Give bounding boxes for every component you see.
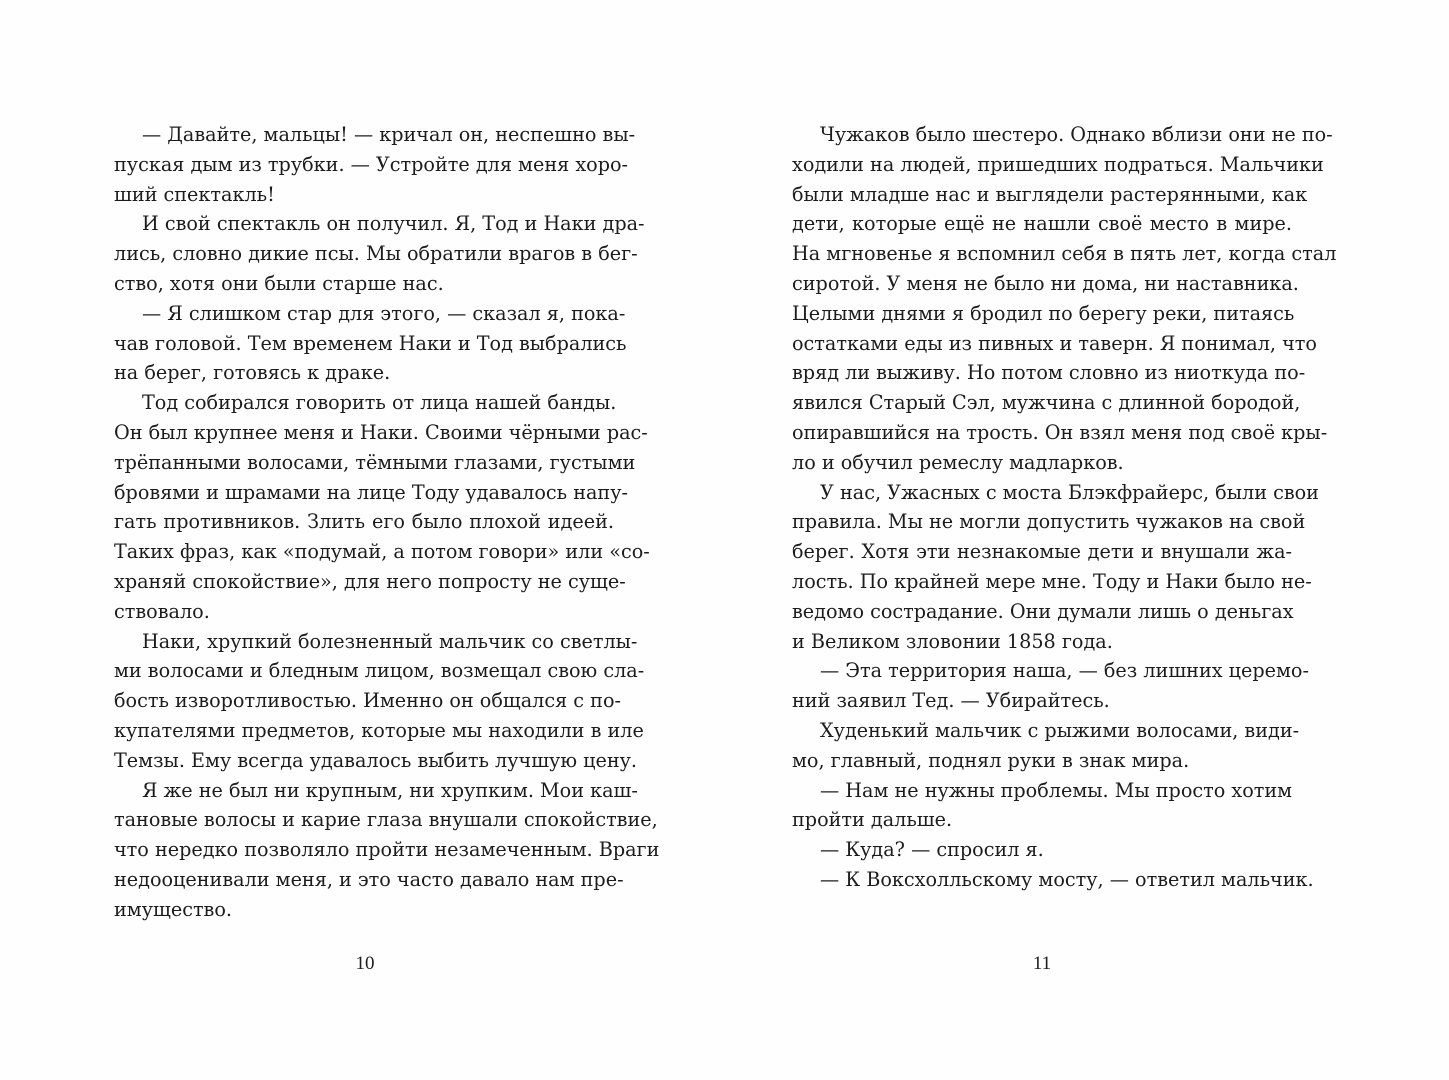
text-line: ведомо сострадание. Они думали лишь о деньгах <box>792 599 1294 623</box>
text-line: и Великом зловонии 1858 года. <box>792 629 1113 653</box>
text-line: на берег, готовясь к драке. <box>114 361 391 385</box>
text-line: вряд ли выживу. Но потом словно из ниоткуда по- <box>792 361 1306 385</box>
text-line: что нередко позволяло пройти незамеченным. Враги <box>114 838 660 862</box>
text-line: бость изворотливостью. Именно он общался с по- <box>114 689 621 713</box>
text-line: купателями предметов, которые мы находили в иле <box>114 718 644 742</box>
text-line: ство, хотя они были старше нас. <box>114 271 444 295</box>
text-line: У нас, Ужасных с моста Блэкфрайерс, были свои <box>820 480 1319 504</box>
page-number-right: 11 <box>1032 953 1052 974</box>
text-line: Целыми днями я бродил по берегу реки, питаясь <box>792 301 1295 325</box>
text-line: ший спектакль! <box>114 182 275 206</box>
text-line: Чужаков было шестеро. Однако вблизи они не по- <box>820 123 1333 146</box>
text-line: — Нам не нужны проблемы. Мы просто хотим <box>820 778 1293 802</box>
text-line: дети, которые ещё не нашли своё место в мире. <box>792 212 1292 236</box>
text-line: тановые волосы и карие глаза внушали спокойствие, <box>114 808 658 832</box>
page-number-left: 10 <box>355 953 375 974</box>
text-line: Я же не был ни крупным, ни хрупким. Мои каш- <box>142 778 638 802</box>
text-line: чав головой. Тем временем Наки и Тод выбрались <box>114 331 627 355</box>
text-line: ний заявил Тед. — Убирайтесь. <box>792 689 1110 713</box>
text-line: — Я слишком стар для этого, — сказал я, пока- <box>142 301 626 325</box>
text-line: храняй спокойствие», для него попросту не суще- <box>114 569 626 593</box>
text-line: Он был крупнее меня и Наки. Своими чёрными рас- <box>114 420 648 444</box>
text-line: трёпанными волосами, тёмными глазами, густыми <box>114 450 636 474</box>
text-line: — Эта территория наша, — без лишних церемо- <box>820 659 1309 683</box>
text-line: Тод собирался говорить от лица нашей банды. <box>142 391 617 415</box>
text-line: сиротой. У меня не было ни дома, ни наставника. <box>792 271 1299 295</box>
text-line: явился Старый Сэл, мужчина с длинной бородой, <box>792 391 1301 415</box>
text-line: — К Воксхолльскому мосту, — ответил мальчик. <box>820 867 1314 891</box>
text-line: были младше нас и выглядели растерянными, как <box>792 182 1308 206</box>
text-line: ходили на людей, пришедших подраться. Мальчики <box>792 152 1324 176</box>
text-line: — Давайте, мальцы! — кричал он, неспешно вы- <box>142 123 636 146</box>
text-line: лость. По крайней мере мне. Тоду и Наки было не- <box>792 569 1312 593</box>
text-line: бровями и шрамами на лице Тоду удавалось напу- <box>114 480 628 504</box>
text-line: На мгновенье я вспомнил себя в пять лет, когда стал <box>792 242 1337 266</box>
text-line: остатками еды из пивных и таверн. Я понимал, что <box>792 331 1317 355</box>
text-line: И свой спектакль он получил. Я, Тод и Наки дра- <box>142 212 645 236</box>
left-page-text <box>114 120 660 925</box>
text-line: Наки, хрупкий болезненный мальчик со светлы- <box>142 629 638 653</box>
text-line: — Куда? — спросил я. <box>820 838 1044 862</box>
text-line: берег. Хотя эти незнакомые дети и внушали жа- <box>792 540 1292 564</box>
text-line: мо, главный, поднял руки в знак мира. <box>792 748 1190 772</box>
text-line: Худенький мальчик с рыжими волосами, види- <box>820 718 1300 742</box>
text-line: гать противников. Злить его было плохой идеей. <box>114 510 614 534</box>
text-line: недооценивали меня, и это часто давало нам пре- <box>114 867 624 891</box>
text-line: ствовало. <box>114 599 210 623</box>
text-line: правила. Мы не могли допустить чужаков на свой <box>792 510 1306 534</box>
text-line: ло и обучил ремеслу мадларков. <box>792 450 1124 474</box>
text-line: лись, словно дикие псы. Мы обратили врагов в бег- <box>114 242 638 266</box>
right-page-text <box>792 120 1337 895</box>
text-line: пройти дальше. <box>792 808 953 832</box>
text-line: ми волосами и бледным лицом, возмещал свою сла- <box>114 659 645 683</box>
text-line: пуская дым из трубки. — Устройте для меня хоро- <box>114 152 629 176</box>
text-line: опиравшийся на трость. Он взял меня под своё кры- <box>792 420 1328 444</box>
text-line: Таких фраз, как «подумай, а потом говори» или «со- <box>114 540 650 564</box>
text-line: Темзы. Ему всегда удавалось выбить лучшую цену. <box>114 748 637 772</box>
text-line: имущество. <box>114 897 233 921</box>
